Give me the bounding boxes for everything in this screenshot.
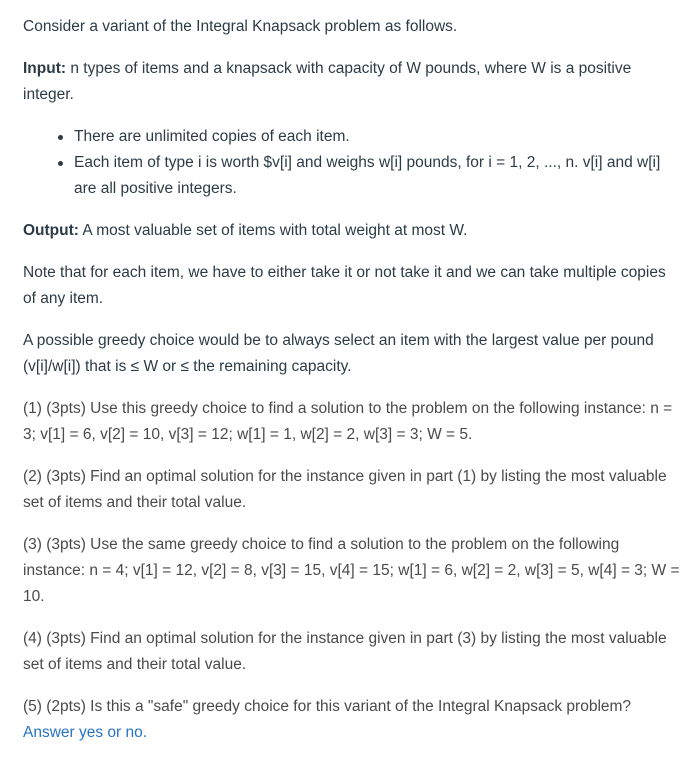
item-rules-list bbox=[23, 124, 681, 202]
question-4: (4) (3pts) Find an optimal solution for the instance given in part (3) by listing the most valuable set of items and their total value. bbox=[23, 630, 667, 673]
greedy-paragraph: A possible greedy choice would be to always select an item with the largest value per pound (v[i]/w[i]) that is ≤ W or ≤ the remaining capacity. bbox=[23, 332, 654, 375]
question-2: (2) (3pts) Find an optimal solution for the instance given in part (1) by listing the most valuable set of items and their total value. bbox=[23, 468, 667, 511]
input-paragraph bbox=[23, 56, 681, 108]
output-label: Output: bbox=[23, 222, 79, 239]
output-paragraph bbox=[23, 218, 681, 244]
question-5 bbox=[23, 694, 681, 746]
question-5-text: (5) (2pts) Is this a "safe" greedy choice for this variant of the Integral Knapsack problem? bbox=[23, 698, 632, 715]
answer-link[interactable]: Answer yes or no. bbox=[23, 724, 148, 741]
note-paragraph: Note that for each item, we have to either take it or not take it and we can take multiple copies of any item. bbox=[23, 264, 666, 307]
input-text: n types of items and a knapsack with capacity of W pounds, where W is a positive integer. bbox=[23, 60, 632, 103]
intro-paragraph: Consider a variant of the Integral Knapsack problem as follows. bbox=[23, 18, 458, 35]
question-1: (1) (3pts) Use this greedy choice to find a solution to the problem on the following instance: n = 3; v[1] = 6, v[2] = 10, v[3] = 12; w[1] = 1, w[2] = 2, w[3] = 3; W = 5. bbox=[23, 400, 673, 443]
output-text: A most valuable set of items with total weight at most W. bbox=[78, 222, 468, 239]
list-item: Each item of type i is worth $v[i] and weighs w[i] pounds, for i = 1, 2, ..., n. v[i] and w[i] are all positive integers. bbox=[74, 150, 681, 202]
question-3: (3) (3pts) Use the same greedy choice to find a solution to the problem on the following instance: n = 4; v[1] = 12, v[2] = 8, v[3] = 15, v[4] = 15; w[1] = 6, w[2] = 2, w[3] = 5, w[4] = 3; W = 10. bbox=[23, 536, 680, 605]
input-label: Input: bbox=[23, 60, 67, 77]
list-item: There are unlimited copies of each item. bbox=[74, 124, 681, 150]
